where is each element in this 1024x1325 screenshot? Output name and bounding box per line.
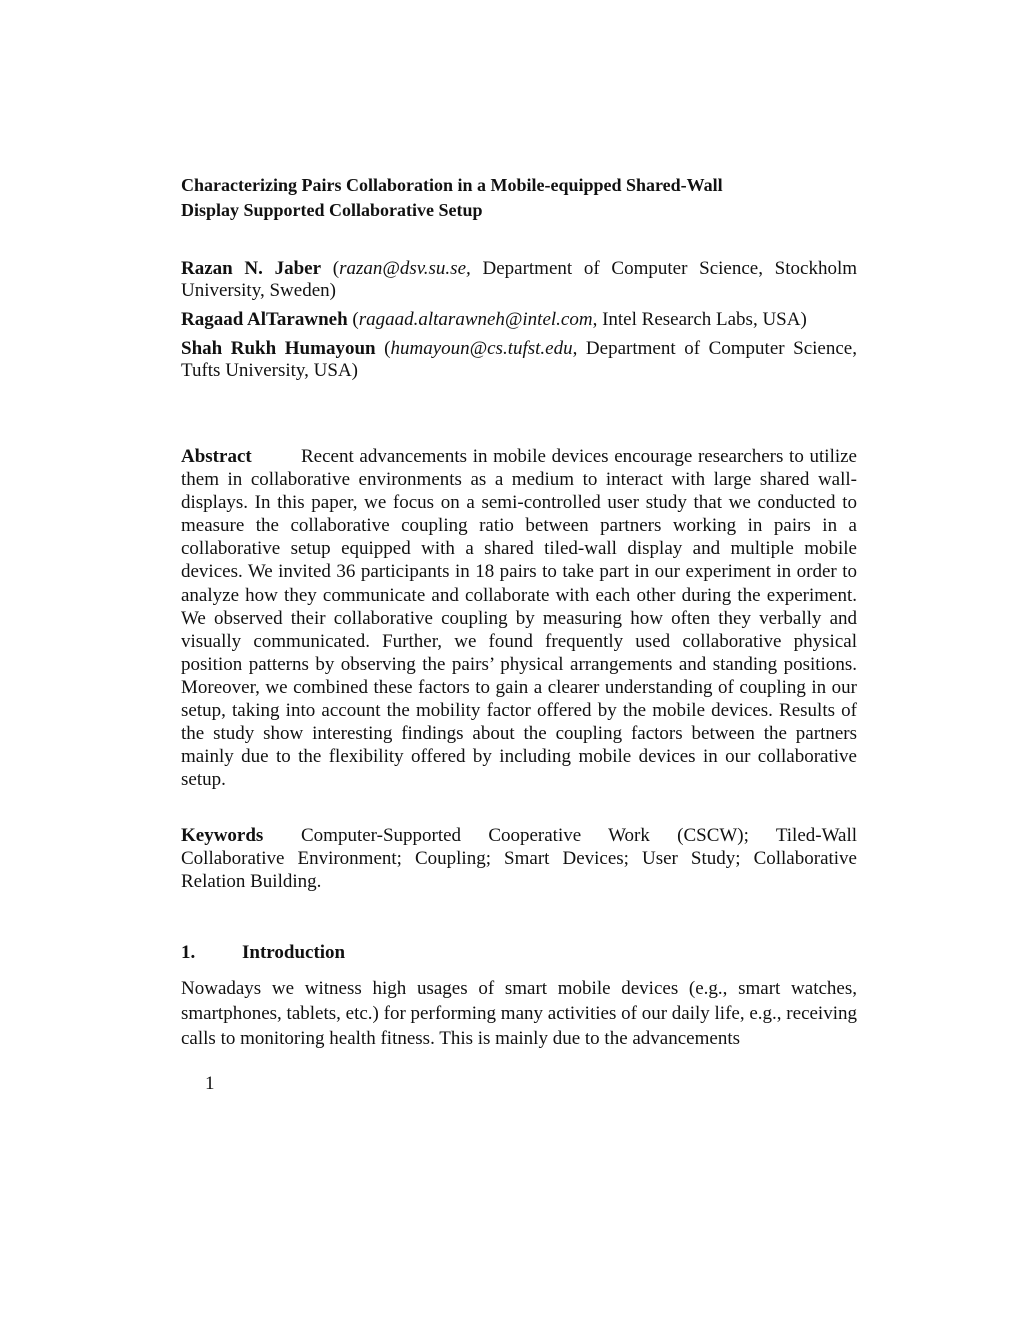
author-affiliation: Department of Computer Science, Stockholm University, Sweden) xyxy=(181,258,858,301)
keywords-section xyxy=(181,824,857,893)
author-list xyxy=(181,258,857,389)
abstract-text: Recent advancements in mobile devices encourage researchers to utilize them in collaborative environments as a medium to interact with large shared wall-displays. In this paper, we focus on a semi-controlled user study that we conducted to measure the collaborative coupling ratio between partners working in pairs in a collaborative setup equipped with a shared tiled-wall display and multiple mobile devices. We invited 36 participants in 18 pairs to take part in our experiment in order to analyze how they communicate and collaborate with each other during the experiment. We observed their collaborative coupling by measuring how often they verbally and visually communicated. Further, we found frequently used collaborative physical position patterns by observing the pairs’ physical arrangements and standing positions. Moreover, we combined these factors to gain a clearer understanding of coupling in our setup, taking into account the mobility factor offered by the mobile devices. Results of the study show interesting findings about the coupling factors between the partners mainly due to the flexibility offered by including mobile devices in our collaborative setup. xyxy=(181,446,857,791)
section-title: Introduction xyxy=(242,942,346,963)
author-entry: Ragaad AlTarawneh (ragaad.altarawneh@intel.com, Intel Research Labs, USA) xyxy=(181,309,807,330)
author-name: Ragaad AlTarawneh xyxy=(181,309,348,330)
abstract-label: Abstract xyxy=(181,446,252,467)
author-affiliation: , Intel Research Labs, USA) xyxy=(592,309,807,330)
author-entry: Shah Rukh Humayoun (humayoun@cs.tufst.edu, Department of Computer Science, Tufts University, USA) xyxy=(181,338,857,381)
author-email: ragaad.altarawneh@intel.com xyxy=(358,309,593,330)
title-line-2: Display Supported Collaborative Setup xyxy=(181,200,483,220)
author-affiliation: , Department of Computer Science, Tufts University, USA) xyxy=(181,338,857,381)
author-name: Shah Rukh Humayoun xyxy=(181,338,376,359)
author-email: razan@dsv.su.se, xyxy=(339,258,471,279)
paper-page xyxy=(181,0,857,1325)
keywords-text: Computer-Supported Cooperative Work (CSCW); Tiled-Wall Collaborative Environment; Coupling; Smart Devices; User Study; Collaborative Relation Building. xyxy=(181,825,857,892)
title-line-1: Characterizing Pairs Collaboration in a Mobile-equipped Shared-Wall xyxy=(181,175,723,195)
introduction-paragraph: Nowadays we witness high usages of smart mobile devices (e.g., smart watches, smartphones, tablets, etc.) for performing many activities of our daily life, e.g., receiving calls to monitoring health fitness. This is mainly due to the advancements xyxy=(181,978,857,1049)
abstract-section xyxy=(181,445,857,791)
author-name: Razan N. Jaber xyxy=(181,258,322,279)
section-number: 1. xyxy=(181,942,196,963)
paper-title xyxy=(181,173,857,223)
section-heading-introduction xyxy=(181,941,857,964)
author-email: humayoun@cs.tufst.edu xyxy=(390,338,573,359)
author-entry: Razan N. Jaber (razan@dsv.su.se, Department of Computer Science, Stockholm University, Sweden) xyxy=(181,258,858,301)
keywords-label: Keywords xyxy=(181,825,264,846)
page-number: 1 xyxy=(205,1073,215,1094)
